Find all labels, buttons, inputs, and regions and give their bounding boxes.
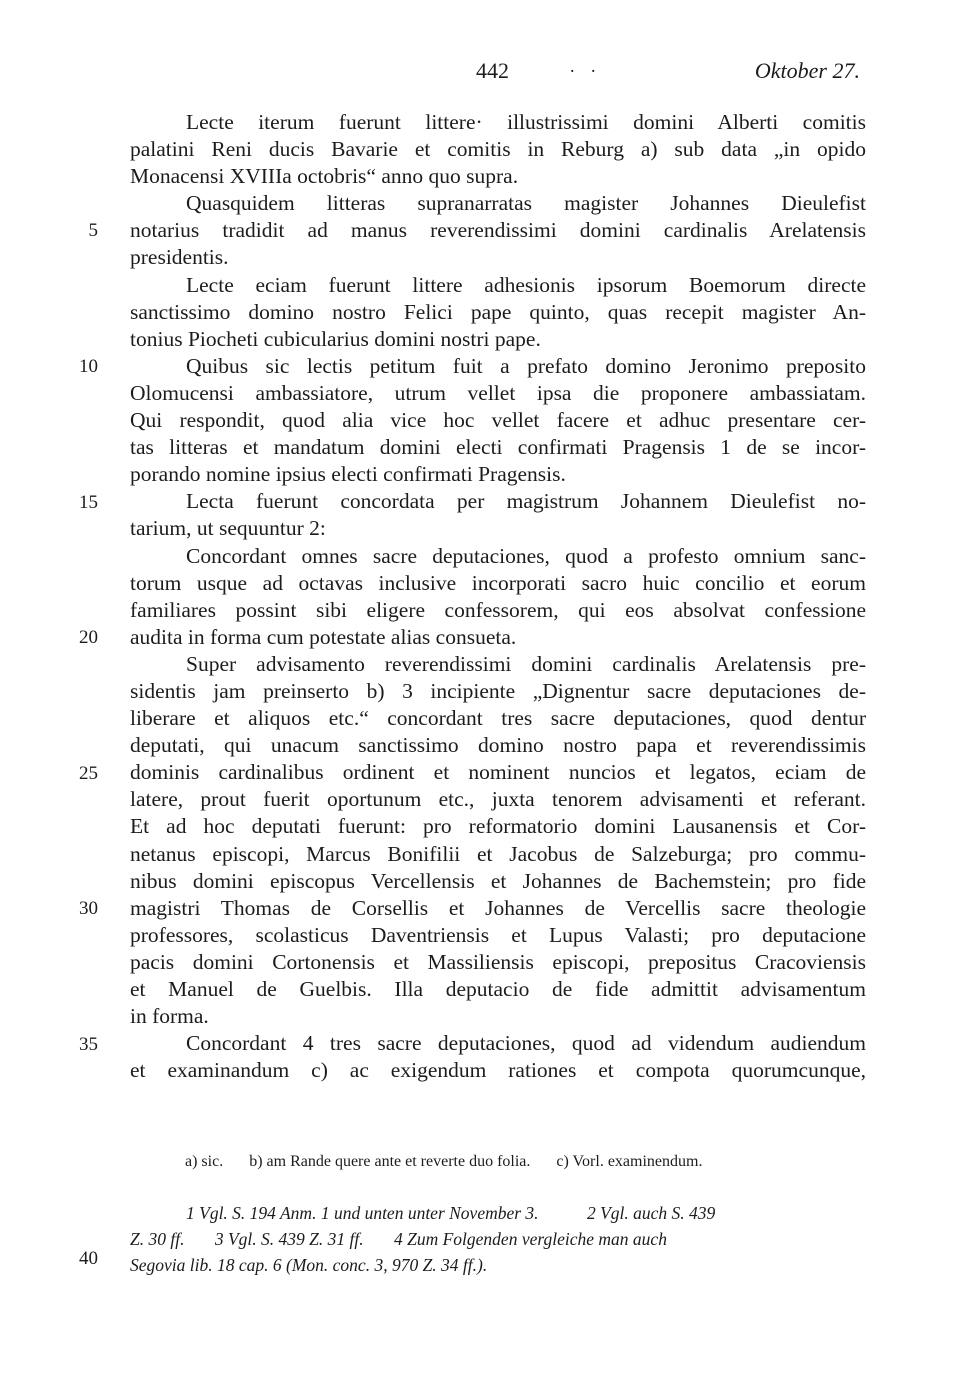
text-line: latere, prout fuerit oportunum etc., juxta tenorem advisamenti et referant.	[130, 787, 866, 812]
header-dots: . .	[570, 56, 602, 76]
textual-apparatus	[185, 1153, 702, 1171]
footnote-line	[130, 1226, 866, 1252]
line-number: 25	[79, 763, 98, 784]
text-line: Quasquidem litteras supranarratas magister Johannes Dieulefist	[186, 191, 866, 216]
text-line: Super advisamento reverendissimi domini cardinalis Arelatensis pre-	[186, 651, 866, 676]
text-line: torum usque ad octavas inclusive incorporati sacro huic concilio et eorum	[130, 570, 866, 595]
footnotes	[130, 1200, 866, 1278]
text-line: in forma.	[130, 1004, 209, 1029]
page-header	[0, 58, 960, 88]
textual-note: b) am Rande quere ante et reverte duo folia.	[249, 1153, 531, 1170]
footnote-4-continued: Segovia lib. 18 cap. 6 (Mon. conc. 3, 970 Z. 34 ff.).	[130, 1255, 488, 1275]
textual-note: a) sic.	[185, 1153, 224, 1170]
footnote-2-continued: Z. 30 ff.	[130, 1229, 185, 1249]
line-number: 10	[79, 356, 98, 377]
line-number: 40	[79, 1248, 98, 1269]
text-line: nibus domini episcopus Vercellensis et Johannes de Bachemstein; pro fide	[130, 868, 866, 893]
line-number: 5	[88, 220, 98, 241]
text-line: liberare et aliquos etc.“ concordant tres sacre deputaciones, quod dentur	[130, 706, 866, 731]
line-number: 20	[79, 627, 98, 648]
text-line: tonius Piocheti cubicularius domini nostri pape.	[130, 326, 541, 351]
text-line: pacis domini Cortonensis et Massiliensis episcopi, prepositus Cracoviensis	[130, 949, 866, 974]
footnote-line	[130, 1200, 866, 1226]
text-line: tarium, ut sequuntur 2:	[130, 516, 326, 541]
text-line: familiares possint sibi eligere confessorem, qui eos absolvat confessione	[130, 597, 866, 622]
line-number: 35	[79, 1034, 98, 1055]
text-line: Olomucensi ambassiatore, utrum vellet ipsa die proponere ambassiatam.	[130, 380, 866, 405]
text-line: porando nomine ipsius electi confirmati Pragensis.	[130, 462, 566, 487]
text-line: deputati, qui unacum sanctissimo domino nostro papa et reverendissimis	[130, 733, 866, 758]
line-number: 15	[79, 492, 98, 513]
footnote-3: 3 Vgl. S. 439 Z. 31 ff.	[214, 1229, 364, 1249]
text-line: sanctissimo domino nostro Felici pape quinto, quas recepit magister An-	[130, 299, 866, 324]
line-number: 30	[79, 898, 98, 919]
text-line: notarius tradidit ad manus reverendissimi domini cardinalis Arelatensis	[130, 218, 866, 243]
text-line: presidentis.	[130, 245, 229, 270]
text-line: et Manuel de Guelbis. Illa deputacio de fide admittit advisamentum	[130, 977, 866, 1001]
text-line: et examinandum c) ac exigendum rationes et compota quorumcunque,	[130, 1058, 866, 1083]
main-text	[130, 109, 866, 1084]
text-line: sidentis jam preinserto b) 3 incipiente „Dignentur sacre deputaciones de-	[130, 678, 866, 703]
text-line: dominis cardinalibus ordinent et nominent nuncios et legatos, eciam de	[130, 760, 866, 785]
running-title: Oktober 27.	[754, 58, 860, 83]
text-line: audita in forma cum potestate alias consueta.	[130, 624, 517, 649]
text-line: Qui respondit, quod alia vice hoc vellet facere et adhuc presentare cer-	[130, 408, 866, 433]
text-line: Et ad hoc deputati fuerunt: pro reformatorio domini Lausanensis et Cor-	[130, 814, 866, 839]
text-line: netanus episcopi, Marcus Bonifilii et Jacobus de Salzeburga; pro commu-	[130, 841, 866, 866]
text-line: Quibus sic lectis petitum fuit a prefato domino Jeronimo preposito	[186, 353, 866, 378]
text-line: magistri Thomas de Corsellis et Johannes de Vercellis sacre theologie	[130, 895, 866, 920]
text-line: professores, scolasticus Daventriensis et Lupus Valasti; pro deputacione	[130, 922, 866, 947]
text-line: Lecte eciam fuerunt littere adhesionis ipsorum Boemorum directe	[186, 272, 866, 297]
text-line: tas litteras et mandatum domini electi confirmati Pragensis 1 de se incor-	[130, 435, 866, 460]
text-line: Lecte iterum fuerunt littere· illustrissimi domini Alberti comitis	[186, 110, 866, 134]
textual-note: c) Vorl. examinendum.	[556, 1153, 703, 1170]
text-line: palatini Reni ducis Bavarie et comitis in Reburg a) sub data „in opido	[130, 137, 866, 162]
footnote-2: 2 Vgl. auch S. 439	[586, 1203, 716, 1223]
footnote-4: 4 Zum Folgenden vergleiche man auch	[393, 1229, 667, 1249]
footnote-1: 1 Vgl. S. 194 Anm. 1 und unten unter November 3.	[186, 1203, 539, 1223]
text-line: Monacensi XVIIIa octobris“ anno quo supra.	[130, 164, 519, 189]
text-line: Concordant omnes sacre deputaciones, quod a profesto omnium sanc-	[186, 543, 866, 568]
text-line: Concordant 4 tres sacre deputaciones, quod ad videndum audiendum	[186, 1031, 866, 1056]
footnote-line	[130, 1252, 866, 1278]
text-line: Lecta fuerunt concordata per magistrum Johannem Dieulefist no-	[186, 489, 866, 514]
page-number: 442	[476, 58, 509, 83]
